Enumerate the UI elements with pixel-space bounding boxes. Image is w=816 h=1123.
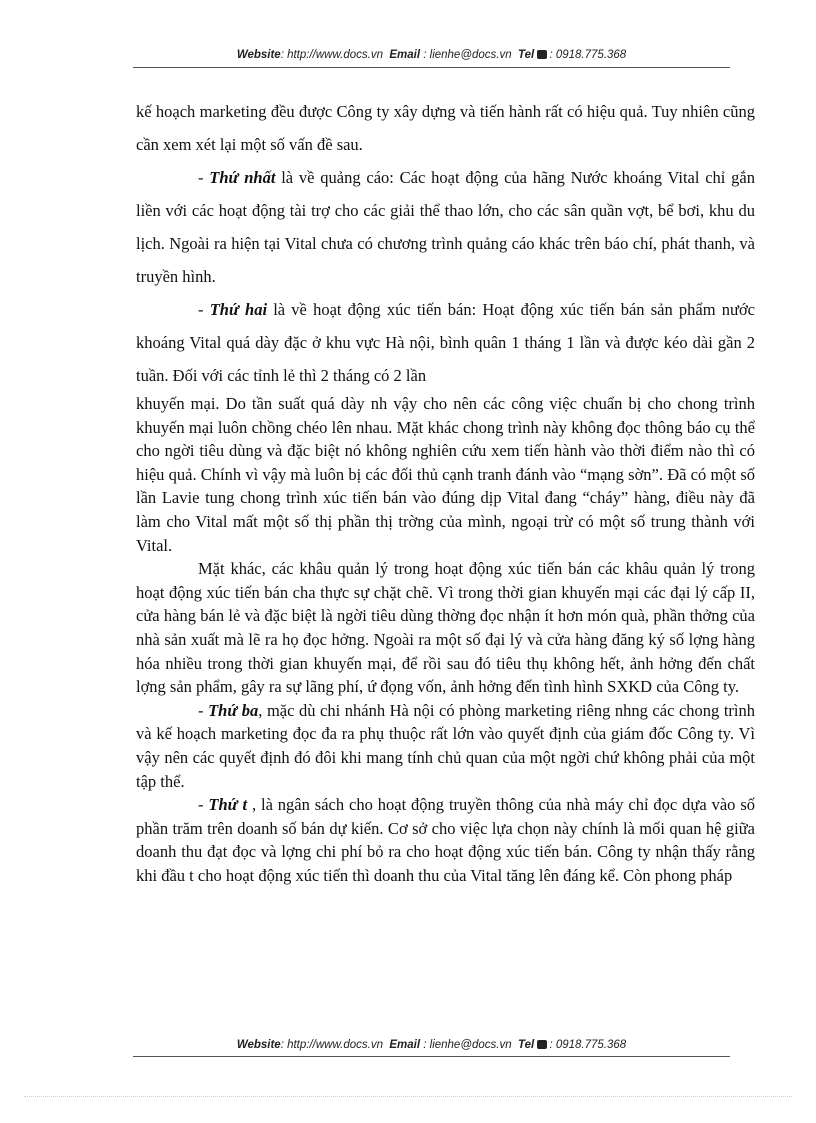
text-fourth: , là ngân sách cho hoạt động truyền thông của nhà máy chỉ đọc dựa vào số phần trăm trên doanh số bán dự kiến. Cơ sở cho việc lựa chọn này chính là mối quan hệ giữa doanh thu đạt đọc và lợng chi phí bỏ ra cho hoạt động xúc tiến bán. Công ty nhận thấy rằng khi đầu t cho hoạt động xúc tiến thì doanh thu của Vital tăng lên đáng kể. Còn phong pháp xyxy=(136,795,755,885)
page-edge-divider xyxy=(24,1096,792,1097)
header-website-label: Website xyxy=(236,49,281,61)
paragraph-second-continued: khuyến mại. Do tần suất quá dày nh vậy cho nên các công việc chuẩn bị cho chong trình khuyến mại luôn chồng chéo lên nhau. Mặt khác chong trình này không đọc thông báo cụ thể cho ngời tiêu dùng và đặc biệt nó không nghiên cứu xem tiến hành vào thời điểm nào thì có hiệu quả. Chính vì vậy mà luôn bị các đối thủ cạnh tranh đánh vào “mạng sờn”. Đã có một số lần Lavie tung chong trình xúc tiến bán vào đúng dịp Vital đang “cháy” hàng, điều này đã làm cho Vital mất một số thị phần thị trờng của mình, ngoại trừ có một số trung thành với Vital. xyxy=(136,394,755,555)
header-email-value: : lienhe@docs.vn xyxy=(423,49,512,61)
paragraph-third-point: - Thứ ba, mặc dù chi nhánh Hà nội có phòng marketing riêng nhng các chong trình và kế hoạch marketing đọc đa ra phụ thuộc rất lớn vào quyết định của giám đốc Công ty. Vì vậy nên các quyết định đó đôi khi mang tính chủ quan của một ngời chứ không phải của một tập thể. xyxy=(136,700,755,791)
footer-website-value: : http://www.docs.vn xyxy=(280,1039,383,1051)
document-body xyxy=(136,95,755,887)
footer-tel-label: Tel xyxy=(518,1039,535,1051)
footer-tel-value: : 0918.775.368 xyxy=(549,1039,627,1051)
header-website-value: : http://www.docs.vn xyxy=(280,49,383,61)
footer-email-value: : lienhe@docs.vn xyxy=(423,1039,512,1051)
lead-first: Thứ nhất xyxy=(209,168,276,187)
footer-rule xyxy=(133,1056,730,1057)
paragraph-intro: kế hoạch marketing đều được Công ty xây dựng và tiến hành rất có hiệu quả. Tuy nhiên cũng cần xem xét lại một số vấn đề sau. xyxy=(136,102,755,154)
header-tel-label: Tel xyxy=(518,49,535,61)
header-tel-value: : 0918.775.368 xyxy=(549,49,627,61)
paragraph-second-point: - Thứ hai là về hoạt động xúc tiến bán: Hoạt động xúc tiến bán sản phẩm nước khoáng Vital quá dày đặc ở khu vực Hà nội, bình quân 1 tháng 1 lần và được kéo dài gần 2 tuần. Đối với các tỉnh lẻ thì 2 tháng có 2 lần xyxy=(136,300,756,385)
lead-second: Thứ hai xyxy=(209,300,268,319)
page-header xyxy=(133,49,730,61)
page-footer xyxy=(133,1039,730,1051)
header-email-label: Email xyxy=(389,49,421,61)
footer-email-label: Email xyxy=(389,1039,421,1051)
text-first: là về quảng cáo: Các hoạt động của hãng Nước khoáng Vital chỉ gắn liền với các hoạt động tài trợ cho các giải thể thao lớn, cho các sân quần vợt, bể bơi, khu du lịch. Ngoài ra hiện tại Vital chưa có chương trình quảng cáo khác trên báo chí, phát thanh, và truyền hình. xyxy=(136,168,756,286)
text-third: , mặc dù chi nhánh Hà nội có phòng marketing riêng nhng các chong trình và kế hoạch marketing đọc đa ra phụ thuộc rất lớn vào quyết định của giám đốc Công ty. Vì vậy nên các quyết định đó đôi khi mang tính chủ quan của một ngời chứ không phải của một tập thể. xyxy=(136,700,755,791)
lead-fourth: Thứ t xyxy=(208,795,248,815)
section-spaced xyxy=(136,95,755,392)
paragraph-fourth-point: - Thứ t , là ngân sách cho hoạt động truyền thông của nhà máy chỉ đọc dựa vào số phần trăm trên doanh số bán dự kiến. Cơ sở cho việc lựa chọn này chính là mối quan hệ giữa doanh thu đạt đọc và lợng chi phí bỏ ra cho hoạt động xúc tiến bán. Công ty nhận thấy rằng khi đầu t cho hoạt động xúc tiến thì doanh thu của Vital tăng lên đáng kể. Còn phong pháp xyxy=(136,795,755,885)
footer-website-label: Website xyxy=(236,1039,281,1051)
section-compact xyxy=(136,392,755,887)
text-second: là về hoạt động xúc tiến bán: Hoạt động xúc tiến bán sản phẩm nước khoáng Vital quá dày đặc ở khu vực Hà nội, bình quân 1 tháng 1 lần và được kéo dài gần 2 tuần. Đối với các tỉnh lẻ thì 2 tháng có 2 lần xyxy=(136,300,756,385)
paragraph-management: Mặt khác, các khâu quản lý trong hoạt động xúc tiến bán các khâu quản lý trong hoạt động xúc tiến bán cha thực sự chặt chẽ. Vì trong thời gian khuyến mại các đại lý cấp II, cửa hàng bán lẻ và đặc biệt là ngời tiêu dùng thờng đọc nhận ít hơn món quà, phần thởng của nhà sản xuất mà lẽ ra họ đọc hởng. Ngoài ra một số đại lý và cửa hàng đăng ký số lợng hàng hóa nhiều trong thời gian khuyến mại, để rồi sau đó tiêu thụ không hết, ảnh hởng đến chất lợng sản phẩm, gây ra sự lãng phí, ứ đọng vốn, ảnh hởng đến tình hình SXKD của Công ty. xyxy=(136,559,755,697)
paragraph-first-point: - Thứ nhất là về quảng cáo: Các hoạt động của hãng Nước khoáng Vital chỉ gắn liền với các hoạt động tài trợ cho các giải thể thao lớn, cho các sân quần vợt, bể bơi, khu du lịch. Ngoài ra hiện tại Vital chưa có chương trình quảng cáo khác trên báo chí, phát thanh, và truyền hình. xyxy=(136,168,756,286)
phone-icon xyxy=(537,1040,547,1049)
lead-third: Thứ ba xyxy=(208,700,259,720)
phone-icon xyxy=(537,50,547,59)
header-rule xyxy=(133,67,730,68)
